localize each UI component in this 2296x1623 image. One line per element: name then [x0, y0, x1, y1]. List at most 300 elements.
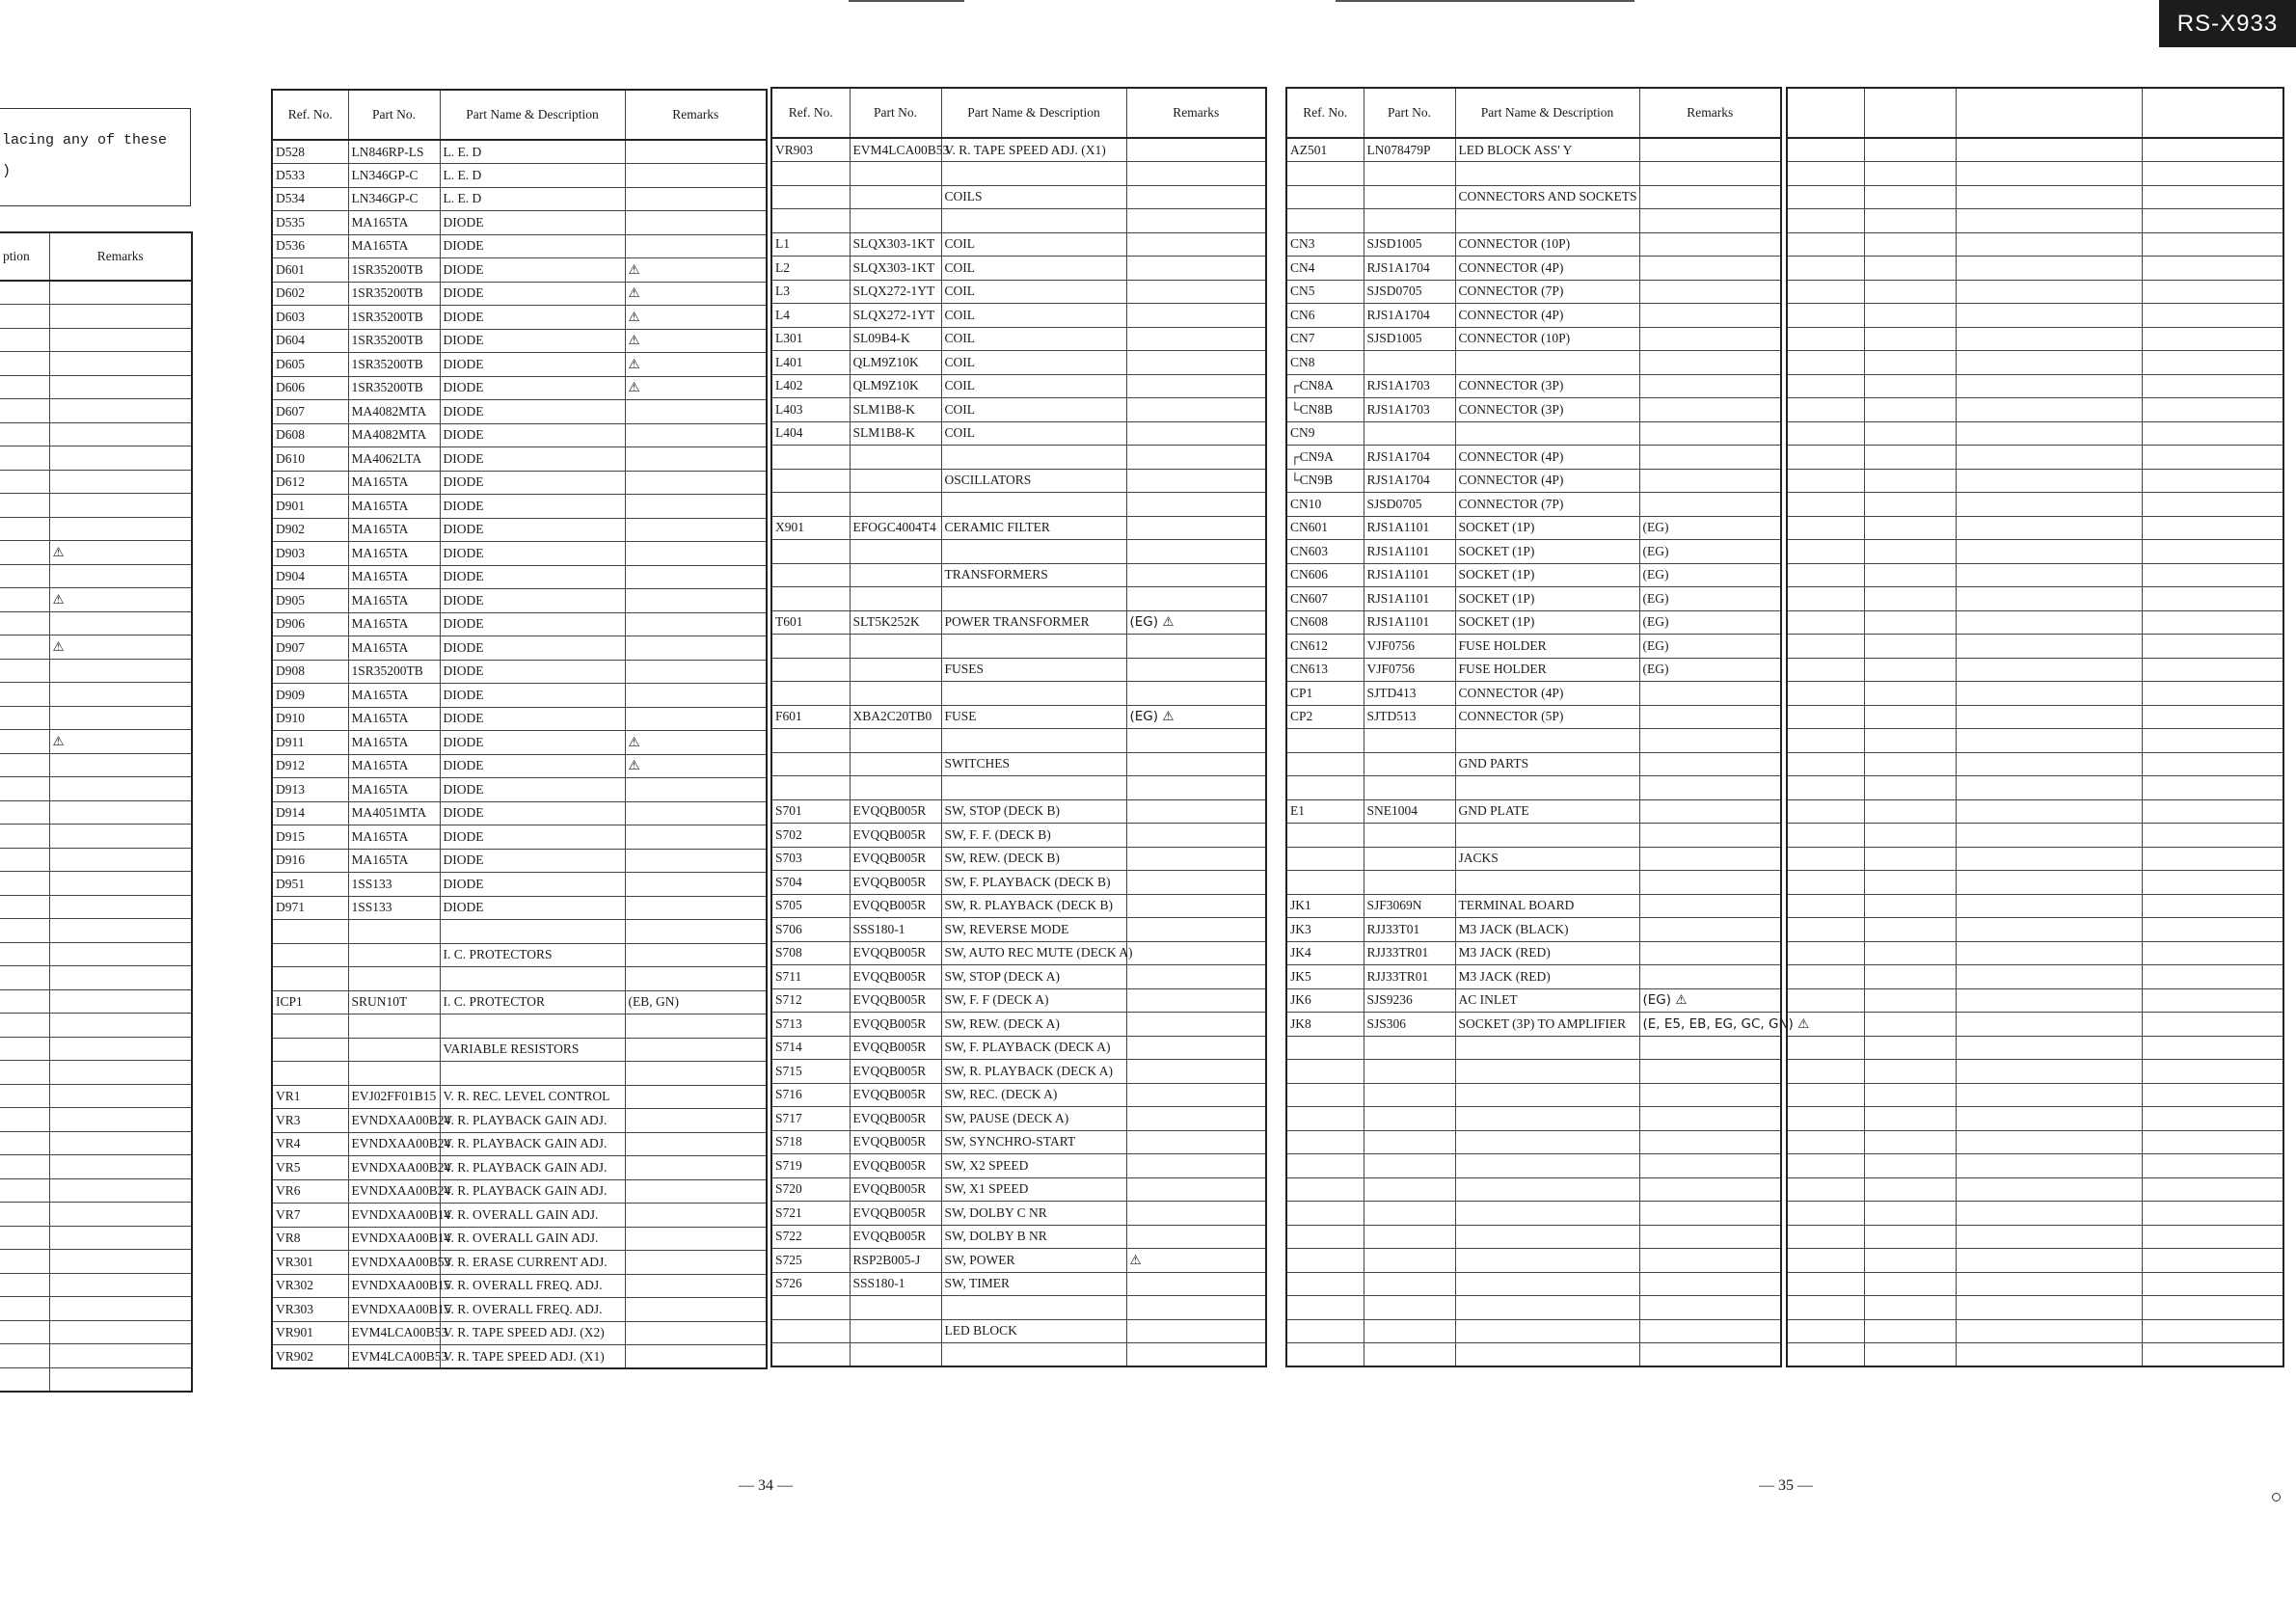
remarks-cell [1639, 1343, 1781, 1367]
description-cell: SW, F. PLAYBACK (DECK A) [941, 1036, 1126, 1060]
description-cell [0, 611, 49, 636]
part-no-cell: LN078479P [1364, 138, 1455, 162]
empty-cell [1787, 1202, 1864, 1226]
part-no-cell: RJS1A1101 [1364, 610, 1455, 635]
table-row [272, 1251, 767, 1275]
description-cell [0, 753, 49, 777]
empty-cell [1956, 1249, 2142, 1273]
part-no-cell: EVQQB005R [850, 894, 941, 918]
remarks-cell [1126, 1272, 1266, 1296]
table-row [1286, 446, 1781, 470]
ref-no-cell: S726 [771, 1272, 850, 1296]
empty-cell [1956, 824, 2142, 848]
ref-no-cell [1286, 1036, 1364, 1060]
remarks-cell [1639, 138, 1781, 162]
ref-no-cell: VR901 [272, 1321, 348, 1345]
remarks-cell [1639, 1319, 1781, 1343]
table-row [1286, 587, 1781, 611]
remarks-cell [1639, 776, 1781, 800]
remarks-cell [49, 895, 192, 919]
remarks-cell [49, 305, 192, 329]
table-row [771, 446, 1266, 470]
table-row [0, 422, 192, 446]
page-number-right: — 35 — [1759, 1477, 1813, 1494]
table-row [1787, 1060, 2283, 1084]
ref-no-cell [771, 752, 850, 776]
remarks-cell [625, 1321, 767, 1345]
empty-cell [2142, 658, 2283, 682]
description-cell [0, 1178, 49, 1203]
table-row [272, 873, 767, 897]
ref-no-cell [771, 729, 850, 753]
part-no-cell: EVM4LCA00B53 [850, 138, 941, 162]
remarks-cell [1126, 1202, 1266, 1226]
part-no-cell [1364, 1319, 1455, 1343]
ref-no-cell: CN7 [1286, 327, 1364, 351]
ref-no-cell: S705 [771, 894, 850, 918]
remarks-cell [1639, 799, 1781, 824]
description-cell: DIODE [440, 896, 625, 920]
remarks-cell [1126, 374, 1266, 398]
description-cell: DIODE [440, 778, 625, 802]
part-no-cell: SNE1004 [1364, 799, 1455, 824]
table-row [0, 1084, 192, 1108]
table-row [1286, 398, 1781, 422]
empty-cell [1864, 421, 1956, 446]
part-no-cell: EVQQB005R [850, 965, 941, 989]
remarks-cell [625, 1132, 767, 1156]
description-cell [941, 635, 1126, 659]
table-row [272, 1132, 767, 1156]
empty-cell [1956, 1225, 2142, 1249]
empty-cell [1864, 871, 1956, 895]
remarks-cell [49, 1226, 192, 1250]
remarks-cell: (EG) [1639, 563, 1781, 587]
part-no-cell: 1SR35200TB [348, 376, 440, 400]
table-row [272, 140, 767, 164]
description-cell [0, 1131, 49, 1155]
table-row [272, 376, 767, 400]
part-no-cell: RJS1A1703 [1364, 398, 1455, 422]
description-cell: CONNECTORS AND SOCKETS [1455, 185, 1639, 209]
table-row [1286, 138, 1781, 162]
ref-no-cell [771, 446, 850, 470]
table-row [0, 541, 192, 565]
ref-no-cell [771, 209, 850, 233]
ref-no-cell: D536 [272, 234, 348, 258]
remarks-cell: (EG) [1639, 635, 1781, 659]
part-no-cell: EVQQB005R [850, 799, 941, 824]
remarks-cell [1639, 1225, 1781, 1249]
ref-no-cell: ┌CN8A [1286, 374, 1364, 398]
description-cell [0, 942, 49, 966]
empty-cell [1956, 752, 2142, 776]
part-no-cell: EVNDXAA00B14 [348, 1227, 440, 1251]
description-cell: CONNECTOR (4P) [1455, 469, 1639, 493]
part-no-cell: MA165TA [348, 612, 440, 636]
description-cell: V. R. REC. LEVEL CONTROL [440, 1085, 625, 1109]
ref-no-cell [1286, 1060, 1364, 1084]
part-no-cell [850, 776, 941, 800]
table-row [272, 1179, 767, 1204]
description-cell [1455, 1296, 1639, 1320]
table-row [272, 920, 767, 944]
remarks-cell [1126, 398, 1266, 422]
remarks-cell: ⚠ [49, 730, 192, 754]
ref-no-cell: S719 [771, 1154, 850, 1178]
table-row [771, 871, 1266, 895]
description-cell: DIODE [440, 849, 625, 873]
empty-cell [1864, 1107, 1956, 1131]
table-row [272, 825, 767, 850]
description-cell [0, 1061, 49, 1085]
table-row [771, 587, 1266, 611]
empty-cell [1956, 847, 2142, 871]
remarks-cell [625, 707, 767, 731]
ref-no-cell: D608 [272, 423, 348, 447]
empty-cell [1864, 1319, 1956, 1343]
table-row [1787, 304, 2283, 328]
empty-cell [2142, 799, 2283, 824]
remarks-cell [625, 495, 767, 519]
remarks-cell [625, 1251, 767, 1275]
description-cell: M3 JACK (RED) [1455, 965, 1639, 989]
ref-no-cell [1286, 1272, 1364, 1296]
empty-cell [2142, 894, 2283, 918]
empty-cell [1864, 540, 1956, 564]
empty-cell [1864, 516, 1956, 540]
remarks-cell [1126, 351, 1266, 375]
empty-cell [1787, 871, 1864, 895]
ref-no-cell: CN4 [1286, 257, 1364, 281]
description-cell: SOCKET (1P) [1455, 610, 1639, 635]
description-cell: SW, REW. (DECK B) [941, 847, 1126, 871]
description-cell: DIODE [440, 825, 625, 850]
remarks-cell [1639, 327, 1781, 351]
table-row [771, 138, 1266, 162]
empty-cell [1787, 847, 1864, 871]
part-no-cell: SSS180-1 [850, 918, 941, 942]
table-row [771, 941, 1266, 965]
table-row [1286, 1343, 1781, 1367]
remarks-cell [1126, 587, 1266, 611]
ref-no-cell: D951 [272, 873, 348, 897]
remarks-cell [1126, 304, 1266, 328]
ref-no-cell: └CN9B [1286, 469, 1364, 493]
ref-no-cell [771, 682, 850, 706]
table-row [1286, 232, 1781, 257]
description-cell [1455, 729, 1639, 753]
description-cell [941, 682, 1126, 706]
empty-cell [1864, 374, 1956, 398]
remarks-cell [625, 1014, 767, 1039]
table-row [771, 799, 1266, 824]
remarks-cell [49, 517, 192, 541]
remarks-cell [49, 470, 192, 494]
ref-no-cell: CN613 [1286, 658, 1364, 682]
description-cell: COIL [941, 327, 1126, 351]
part-no-cell: RJS1A1101 [1364, 563, 1455, 587]
part-no-cell: SJTD513 [1364, 705, 1455, 729]
empty-cell [1864, 1272, 1956, 1296]
table-row [1286, 965, 1781, 989]
description-cell [941, 1296, 1126, 1320]
description-cell: FUSES [941, 658, 1126, 682]
part-no-cell [348, 1038, 440, 1062]
part-no-cell [1364, 1202, 1455, 1226]
empty-cell [1864, 209, 1956, 233]
ref-no-cell: S706 [771, 918, 850, 942]
remarks-cell [625, 660, 767, 684]
empty-cell [2142, 1319, 2283, 1343]
part-no-cell: QLM9Z10K [850, 351, 941, 375]
table-row [1286, 304, 1781, 328]
table-row [1286, 941, 1781, 965]
table-row [272, 1062, 767, 1086]
part-no-cell: EVNDXAA00B15 [348, 1298, 440, 1322]
empty-cell [1956, 516, 2142, 540]
remarks-cell [1639, 209, 1781, 233]
empty-cell [2142, 1013, 2283, 1037]
table-row [1286, 540, 1781, 564]
empty-cell [1956, 1130, 2142, 1154]
table-row [0, 706, 192, 730]
table-row [272, 801, 767, 825]
description-cell: CONNECTOR (4P) [1455, 304, 1639, 328]
table-row [1286, 752, 1781, 776]
table-row [1286, 729, 1781, 753]
description-cell: SOCKET (1P) [1455, 587, 1639, 611]
part-no-cell [1364, 1296, 1455, 1320]
description-cell [440, 1062, 625, 1086]
table-row [0, 328, 192, 352]
table-row [0, 1226, 192, 1250]
table-row [771, 469, 1266, 493]
empty-cell [1864, 1249, 1956, 1273]
empty-cell [2142, 398, 2283, 422]
partial-note-line: ) [2, 163, 12, 179]
description-cell: CONNECTOR (3P) [1455, 398, 1639, 422]
table-row [1286, 327, 1781, 351]
table-row [1286, 563, 1781, 587]
part-no-cell [1364, 351, 1455, 375]
part-no-cell [348, 1014, 440, 1039]
part-no-cell: 1SR35200TB [348, 660, 440, 684]
description-cell: SW, R. PLAYBACK (DECK B) [941, 894, 1126, 918]
ref-no-cell: L3 [771, 280, 850, 304]
description-cell [0, 919, 49, 943]
empty-cell [1956, 894, 2142, 918]
remarks-cell [1126, 1319, 1266, 1343]
description-cell: DIODE [440, 731, 625, 755]
part-no-cell: 1SR35200TB [348, 306, 440, 330]
empty-cell [1956, 1343, 2142, 1367]
page-number-left: — 34 — [739, 1477, 793, 1494]
table-row [1286, 1319, 1781, 1343]
remarks-cell [1126, 185, 1266, 209]
part-no-cell: SLM1B8-K [850, 421, 941, 446]
remarks-cell [625, 1274, 767, 1298]
remarks-cell [625, 896, 767, 920]
ref-no-cell: JK4 [1286, 941, 1364, 965]
empty-cell [2142, 729, 2283, 753]
ref-no-cell: VR1 [272, 1085, 348, 1109]
description-cell [0, 659, 49, 683]
empty-cell [1787, 351, 1864, 375]
description-cell [0, 1320, 49, 1344]
remarks-cell [49, 375, 192, 399]
part-no-cell: SLQX303-1KT [850, 232, 941, 257]
remarks-cell [1126, 658, 1266, 682]
part-no-cell [1364, 1272, 1455, 1296]
empty-cell [1956, 776, 2142, 800]
empty-cell [1864, 988, 1956, 1013]
remarks-cell [1639, 493, 1781, 517]
table-row [0, 753, 192, 777]
part-no-cell: RJS1A1704 [1364, 446, 1455, 470]
table-row [1787, 752, 2283, 776]
empty-cell [1787, 374, 1864, 398]
description-cell [941, 540, 1126, 564]
ref-no-cell: VR4 [272, 1132, 348, 1156]
empty-cell [2142, 232, 2283, 257]
empty-cell [2142, 587, 2283, 611]
table-row [1286, 1060, 1781, 1084]
empty-cell [1787, 1319, 1864, 1343]
ref-no-cell: L403 [771, 398, 850, 422]
part-no-cell: EVQQB005R [850, 941, 941, 965]
empty-cell [1956, 469, 2142, 493]
ref-no-cell: D907 [272, 636, 348, 661]
description-cell: CONNECTOR (10P) [1455, 327, 1639, 351]
description-cell: L. E. D [440, 140, 625, 164]
remarks-cell [1126, 1296, 1266, 1320]
table-row [1286, 1225, 1781, 1249]
table-row [771, 988, 1266, 1013]
remarks-cell [1126, 682, 1266, 706]
remarks-cell: (EG) [1639, 587, 1781, 611]
ref-no-cell: CN6 [1286, 304, 1364, 328]
table-row [1286, 1177, 1781, 1202]
empty-cell [1787, 988, 1864, 1013]
part-no-cell [850, 682, 941, 706]
empty-cell [1787, 1177, 1864, 1202]
part-no-cell [1364, 421, 1455, 446]
table-row [771, 563, 1266, 587]
empty-cell [1956, 209, 2142, 233]
table-row [1787, 1154, 2283, 1178]
part-no-cell: SRUN10T [348, 990, 440, 1014]
remarks-cell [625, 1156, 767, 1180]
table-row [1787, 516, 2283, 540]
table-row [1787, 729, 2283, 753]
part-no-cell: EVM4LCA00B53 [348, 1345, 440, 1369]
part-no-cell: RJJ33TR01 [1364, 941, 1455, 965]
table-row [771, 493, 1266, 517]
ref-no-cell [771, 469, 850, 493]
table-row [771, 1272, 1266, 1296]
part-no-cell: 1SR35200TB [348, 258, 440, 283]
empty-cell [1956, 540, 2142, 564]
remarks-cell [1126, 232, 1266, 257]
ref-no-cell: L1 [771, 232, 850, 257]
table-row [1787, 1272, 2283, 1296]
table-row [1787, 799, 2283, 824]
table-row [771, 824, 1266, 848]
table-row [1286, 1036, 1781, 1060]
description-cell: COIL [941, 351, 1126, 375]
description-cell: SW, F. F. (DECK B) [941, 824, 1126, 848]
empty-cell [1864, 493, 1956, 517]
empty-cell [1787, 138, 1864, 162]
part-no-cell [850, 587, 941, 611]
table-row [1787, 446, 2283, 470]
remarks-cell: (E, E5, EB, EG, GC, GN) ⚠ [1639, 1013, 1781, 1037]
table-row [272, 329, 767, 353]
empty-cell [1956, 257, 2142, 281]
remarks-cell [49, 659, 192, 683]
part-no-cell: MA4082MTA [348, 400, 440, 424]
table-row [0, 825, 192, 849]
empty-cell [1787, 563, 1864, 587]
ref-no-cell: D904 [272, 565, 348, 589]
part-no-cell [1364, 824, 1455, 848]
part-no-cell [1364, 209, 1455, 233]
remarks-cell [49, 422, 192, 446]
remarks-cell [1126, 516, 1266, 540]
empty-cell [1787, 587, 1864, 611]
remarks-cell [1639, 257, 1781, 281]
empty-cell [1864, 1177, 1956, 1202]
remarks-cell [49, 966, 192, 990]
part-no-cell [850, 1296, 941, 1320]
ref-no-cell [1286, 1107, 1364, 1131]
remarks-cell [1126, 1013, 1266, 1037]
table-row [1787, 682, 2283, 706]
remarks-cell [1126, 1154, 1266, 1178]
remarks-cell [625, 1227, 767, 1251]
table-row [1286, 1202, 1781, 1226]
remarks-cell [1126, 1107, 1266, 1131]
table-row [1286, 705, 1781, 729]
table-row [771, 421, 1266, 446]
ref-no-cell: D906 [272, 612, 348, 636]
ref-no-cell [1286, 1343, 1364, 1367]
ref-no-cell [272, 1014, 348, 1039]
part-no-cell [1364, 162, 1455, 186]
table-row [0, 446, 192, 471]
table-row [771, 1060, 1266, 1084]
empty-cell [1864, 941, 1956, 965]
empty-cell [1787, 610, 1864, 635]
remarks-cell [1126, 469, 1266, 493]
ref-no-cell: S712 [771, 988, 850, 1013]
remarks-cell [1126, 941, 1266, 965]
empty-cell [2142, 421, 2283, 446]
table-row [771, 162, 1266, 186]
part-no-cell: MA165TA [348, 731, 440, 755]
table-row [272, 778, 767, 802]
part-no-cell: RJJ33TR01 [1364, 965, 1455, 989]
empty-cell [1956, 1319, 2142, 1343]
part-no-cell [850, 752, 941, 776]
table-row [272, 306, 767, 330]
table-row [0, 683, 192, 707]
ref-no-cell [1286, 824, 1364, 848]
table-row [1286, 280, 1781, 304]
table-row [1787, 421, 2283, 446]
table-row [771, 185, 1266, 209]
